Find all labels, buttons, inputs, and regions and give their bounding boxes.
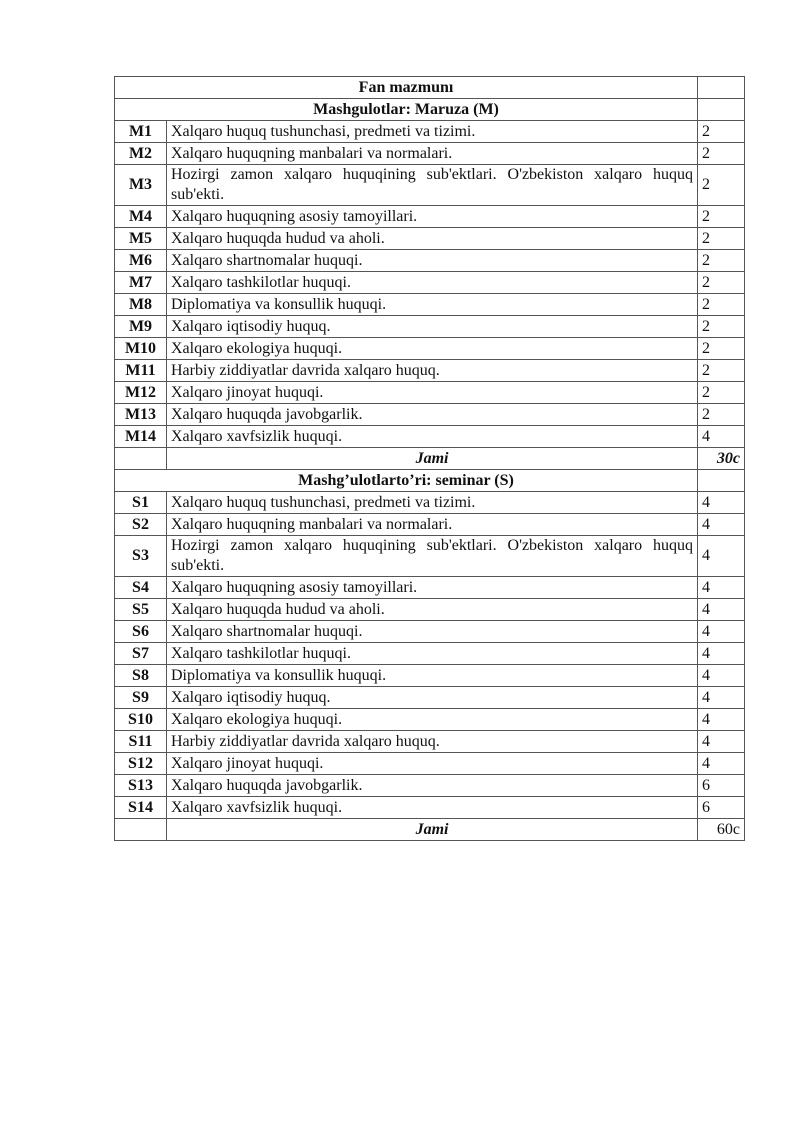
seminar-hours: 4 xyxy=(698,665,745,687)
lecture-hours: 2 xyxy=(698,316,745,338)
lecture-topic: Xalqaro huquqning asosiy tamoyillari. xyxy=(167,206,698,228)
seminar-table-row xyxy=(115,577,745,599)
lecture-code: M13 xyxy=(115,404,167,426)
lecture-topic: Xalqaro jinoyat huquqi. xyxy=(167,382,698,404)
lecture-hours: 2 xyxy=(698,206,745,228)
lecture-table-row xyxy=(115,228,745,250)
lecture-topic: Xalqaro huquqda hudud va aholi. xyxy=(167,228,698,250)
seminar-hours: 6 xyxy=(698,775,745,797)
lecture-code: M2 xyxy=(115,143,167,165)
lecture-table-row xyxy=(115,206,745,228)
seminar-topic: Xalqaro huquqda javobgarlik. xyxy=(167,775,698,797)
seminar-table-row xyxy=(115,492,745,514)
seminar-total-blank xyxy=(115,819,167,841)
lecture-topic: Xalqaro huquqda javobgarlik. xyxy=(167,404,698,426)
lecture-code: M6 xyxy=(115,250,167,272)
lecture-table-row xyxy=(115,338,745,360)
seminar-hours: 4 xyxy=(698,731,745,753)
seminar-hours: 4 xyxy=(698,536,745,577)
lecture-hours: 2 xyxy=(698,228,745,250)
lecture-hours: 2 xyxy=(698,382,745,404)
lecture-table-row xyxy=(115,360,745,382)
lecture-topic: Xalqaro iqtisodiy huquq. xyxy=(167,316,698,338)
seminar-hours: 4 xyxy=(698,709,745,731)
lecture-hours: 2 xyxy=(698,294,745,316)
seminar-code: S6 xyxy=(115,621,167,643)
seminar-code: S1 xyxy=(115,492,167,514)
lecture-table-row xyxy=(115,272,745,294)
lecture-total-row xyxy=(115,448,745,470)
lecture-code: M5 xyxy=(115,228,167,250)
seminars-heading-row xyxy=(115,470,745,492)
lecture-topic: Xalqaro huquqning manbalari va normalari. xyxy=(167,143,698,165)
lecture-table-row xyxy=(115,404,745,426)
seminar-topic: Xalqaro tashkilotlar huquqi. xyxy=(167,643,698,665)
seminar-table-row xyxy=(115,753,745,775)
seminar-table-row xyxy=(115,775,745,797)
seminar-table-row xyxy=(115,599,745,621)
seminar-topic: Xalqaro shartnomalar huquqi. xyxy=(167,621,698,643)
lecture-table-row xyxy=(115,143,745,165)
seminar-code: S9 xyxy=(115,687,167,709)
seminar-hours: 4 xyxy=(698,621,745,643)
seminar-table-row xyxy=(115,643,745,665)
course-content-table-body xyxy=(115,77,745,841)
seminar-topic: Xalqaro jinoyat huquqi. xyxy=(167,753,698,775)
lecture-code: M9 xyxy=(115,316,167,338)
seminar-table-row xyxy=(115,797,745,819)
lectures-heading-row xyxy=(115,99,745,121)
lecture-code: M4 xyxy=(115,206,167,228)
lecture-table-row xyxy=(115,382,745,404)
lecture-topic: Xalqaro tashkilotlar huquqi. xyxy=(167,272,698,294)
seminar-hours: 4 xyxy=(698,577,745,599)
seminar-code: S10 xyxy=(115,709,167,731)
lecture-hours: 2 xyxy=(698,360,745,382)
lecture-total-value: 30c xyxy=(698,448,745,470)
lecture-table-row xyxy=(115,250,745,272)
seminars-heading-hours-cell xyxy=(698,470,745,492)
seminar-hours: 4 xyxy=(698,753,745,775)
seminar-code: S8 xyxy=(115,665,167,687)
lecture-code: M8 xyxy=(115,294,167,316)
seminar-topic: Xalqaro ekologiya huquqi. xyxy=(167,709,698,731)
seminar-code: S14 xyxy=(115,797,167,819)
lecture-table-row xyxy=(115,294,745,316)
seminar-total-row xyxy=(115,819,745,841)
lectures-heading: Mashgulotlar: Maruza (M) xyxy=(115,99,698,121)
seminar-topic: Harbiy ziddiyatlar davrida xalqaro huquq. xyxy=(167,731,698,753)
lecture-code: M14 xyxy=(115,426,167,448)
course-content-table xyxy=(114,76,745,841)
seminar-topic: Xalqaro huquqda hudud va aholi. xyxy=(167,599,698,621)
seminar-topic: Xalqaro xavfsizlik huquqi. xyxy=(167,797,698,819)
seminar-hours: 4 xyxy=(698,599,745,621)
lecture-total-label: Jami xyxy=(167,448,698,470)
lecture-code: M11 xyxy=(115,360,167,382)
lecture-table-row xyxy=(115,426,745,448)
lecture-code: M3 xyxy=(115,165,167,206)
seminar-code: S11 xyxy=(115,731,167,753)
seminar-hours: 4 xyxy=(698,643,745,665)
table-title: Fan mazmunı xyxy=(115,77,698,99)
lecture-hours: 2 xyxy=(698,338,745,360)
lecture-topic: Hozirgi zamon xalqaro huquqining sub'ektlari. O'zbekiston xalqaro huquq sub'ekti. xyxy=(167,165,698,206)
lecture-total-blank xyxy=(115,448,167,470)
seminar-code: S5 xyxy=(115,599,167,621)
seminar-total-value: 60c xyxy=(698,819,745,841)
seminars-heading: Mashg’ulotlarto’ri: seminar (S) xyxy=(115,470,698,492)
seminar-code: S13 xyxy=(115,775,167,797)
lecture-table-row xyxy=(115,121,745,143)
lecture-hours: 2 xyxy=(698,165,745,206)
table-title-hours-cell xyxy=(698,77,745,99)
lecture-topic: Xalqaro ekologiya huquqi. xyxy=(167,338,698,360)
lecture-topic: Harbiy ziddiyatlar davrida xalqaro huquq. xyxy=(167,360,698,382)
seminar-table-row xyxy=(115,665,745,687)
lecture-hours: 4 xyxy=(698,426,745,448)
seminar-table-row xyxy=(115,731,745,753)
seminar-hours: 4 xyxy=(698,514,745,536)
seminar-code: S7 xyxy=(115,643,167,665)
seminar-table-row xyxy=(115,621,745,643)
seminar-table-row xyxy=(115,709,745,731)
seminar-table-row xyxy=(115,687,745,709)
seminar-hours: 4 xyxy=(698,687,745,709)
lecture-hours: 2 xyxy=(698,404,745,426)
lecture-topic: Xalqaro huquq tushunchasi, predmeti va tizimi. xyxy=(167,121,698,143)
lecture-table-row xyxy=(115,316,745,338)
lecture-table-row xyxy=(115,165,745,206)
seminar-hours: 6 xyxy=(698,797,745,819)
seminar-code: S3 xyxy=(115,536,167,577)
lecture-hours: 2 xyxy=(698,121,745,143)
seminar-table-row xyxy=(115,536,745,577)
seminar-topic: Xalqaro huquqning manbalari va normalari. xyxy=(167,514,698,536)
lecture-hours: 2 xyxy=(698,250,745,272)
seminar-hours: 4 xyxy=(698,492,745,514)
seminar-topic: Xalqaro huquqning asosiy tamoyillari. xyxy=(167,577,698,599)
lecture-code: M1 xyxy=(115,121,167,143)
lecture-topic: Xalqaro xavfsizlik huquqi. xyxy=(167,426,698,448)
lecture-hours: 2 xyxy=(698,272,745,294)
seminar-topic: Xalqaro iqtisodiy huquq. xyxy=(167,687,698,709)
seminar-topic: Hozirgi zamon xalqaro huquqining sub'ektlari. O'zbekiston xalqaro huquq sub'ekti. xyxy=(167,536,698,577)
table-title-row xyxy=(115,77,745,99)
lecture-hours: 2 xyxy=(698,143,745,165)
seminar-topic: Diplomatiya va konsullik huquqi. xyxy=(167,665,698,687)
lectures-heading-hours-cell xyxy=(698,99,745,121)
lecture-code: M7 xyxy=(115,272,167,294)
lecture-code: M10 xyxy=(115,338,167,360)
seminar-code: S12 xyxy=(115,753,167,775)
seminar-code: S4 xyxy=(115,577,167,599)
seminar-code: S2 xyxy=(115,514,167,536)
seminar-topic: Xalqaro huquq tushunchasi, predmeti va tizimi. xyxy=(167,492,698,514)
lecture-topic: Xalqaro shartnomalar huquqi. xyxy=(167,250,698,272)
seminar-total-label: Jami xyxy=(167,819,698,841)
seminar-table-row xyxy=(115,514,745,536)
lecture-topic: Diplomatiya va konsullik huquqi. xyxy=(167,294,698,316)
lecture-code: M12 xyxy=(115,382,167,404)
